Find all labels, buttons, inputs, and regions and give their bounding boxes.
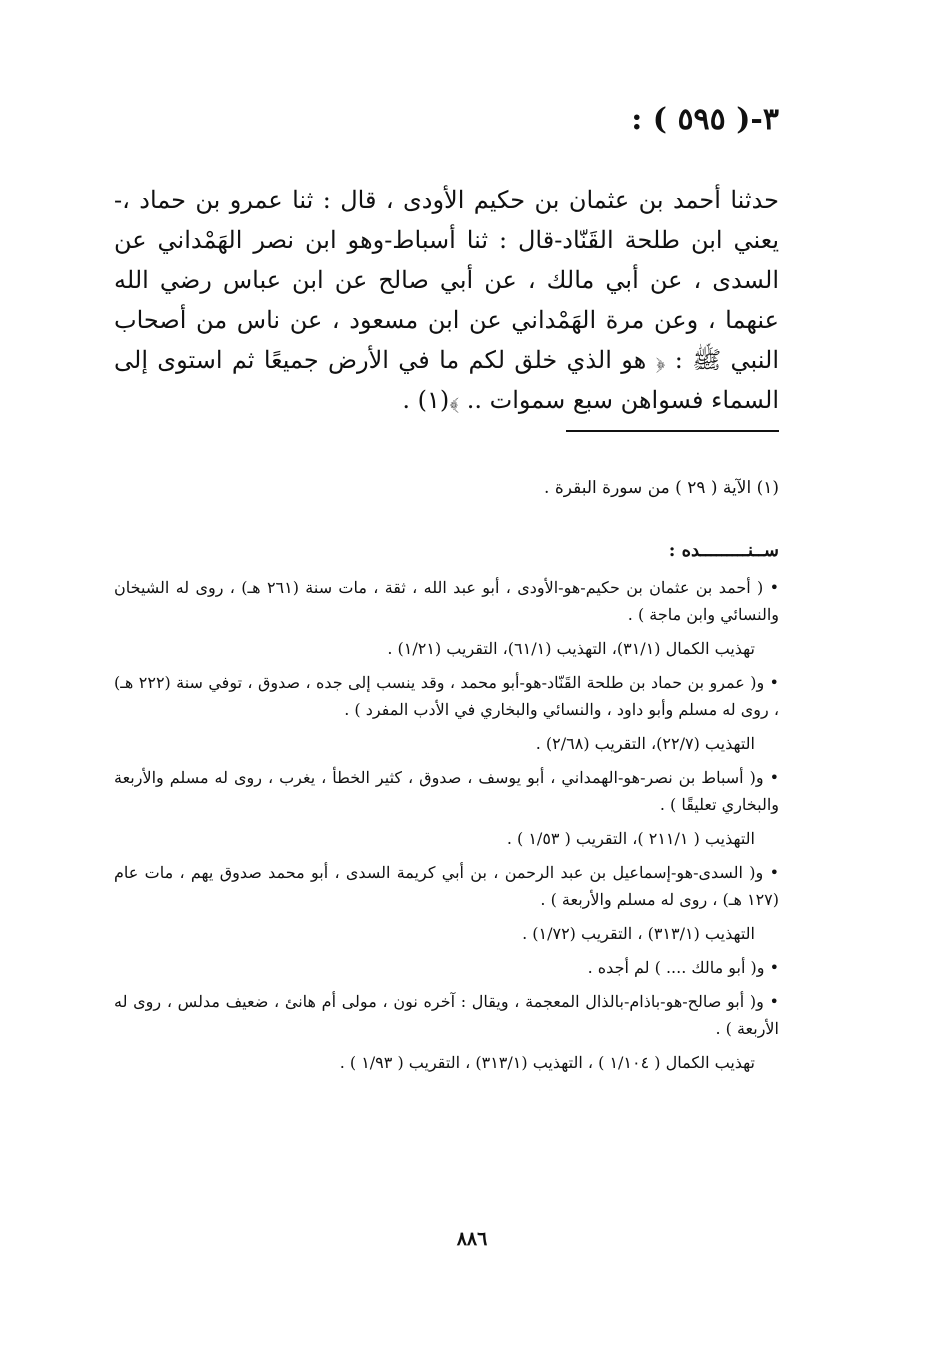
- narrator-entry: • و( أبو مالك .... ) لم أجده .: [587, 958, 779, 977]
- narrator-entry: • و( السدى-هو-إسماعيل بن عبد الرحمن ، بن أبي كريمة السدى ، أبو محمد صدوق يهم ، مات عام (١٢٧ هـ) ، روى له مسلم والأربعة ) .: [114, 863, 780, 909]
- hadith-text: حدثنا أحمد بن عثمان بن حكيم الأودى ، قال : ثنا عمرو بن حماد ،-يعني ابن طلحة القَنّاد-قال : ثنا أسباط-وهو ابن نصر الهَمْداني عن السدى ، عن أبي مالك ، عن أبي صالح عن ابن عباس رضي الله عنهما ، وعن مرة الهَمْداني عن ابن مسعود ، عن ناس من أصحاب النبي ﷺ : ﴿ هو الذي خلق لكم ما في الأرض جميعًا ثم استوى إلى السماء فسواهن سبع سموات .. ﴾(١) .: [114, 186, 779, 414]
- footnote: (١) الآية ( ٢٩ ) من سورة البقرة .: [544, 478, 779, 498]
- narrator-references: تهذيب الكمال ( ١/١٠٤ ) ، التهذيب (٣١٣/١) ، التقريب ( ١/٩٣ ) .: [339, 1053, 755, 1072]
- narrator-entry: • و( أبو صالح-هو-باذام-بالذال المعجمة ، ويقال : آخره نون ، مولى أم هانئ ، ضعيف مدلس ، روى له الأربعة ) .: [114, 992, 779, 1038]
- narrator-references: التهذيب ( ٢١١/١ )، التقريب ( ١/٥٣ ) .: [506, 829, 755, 848]
- hadith-number: ٣-( ٥٩٥ ) :: [631, 102, 779, 137]
- sanad-section: [114, 574, 779, 1083]
- page-number: ٨٨٦: [456, 1228, 488, 1250]
- hadith-text-block: [114, 180, 779, 420]
- narrator-entry: • و( عمرو بن حماد بن طلحة القَنّاد-هو-أبو محمد ، وقد ينسب إلى جده ، صدوق ، توفي سنة (٢٢٢ هـ) ، روى له مسلم وأبو داود ، والنسائي والبخاري في الأدب المفرد ) .: [114, 673, 779, 719]
- narrator-references: التهذيب (٣١٣/١) ، التقريب (١/٧٢) .: [522, 924, 755, 943]
- narrator-references: تهذيب الكمال (٣١/١)، التهذيب (٦١/١)، التقريب (١/٢١) .: [387, 639, 755, 658]
- narrator-entry: • و( أسباط بن نصر-هو-الهمداني ، أبو يوسف ، صدوق ، كثير الخطأ ، يغرب ، روى له مسلم والأربعة والبخاري تعليقًا ) .: [114, 768, 779, 814]
- footnote-divider: [566, 430, 779, 432]
- narrator-entry: • ( أحمد بن عثمان بن حكيم-هو-الأودى ، أبو عبد الله ، ثقة ، مات سنة (٢٦١ هـ) ، روى له الشيخان والنسائي وابن ماجة ) .: [114, 578, 779, 624]
- narrator-references: التهذيب (٢٢/٧)، التقريب (٢/٦٨) .: [535, 734, 755, 753]
- sanad-heading: ســنـــــــــده :: [668, 540, 779, 561]
